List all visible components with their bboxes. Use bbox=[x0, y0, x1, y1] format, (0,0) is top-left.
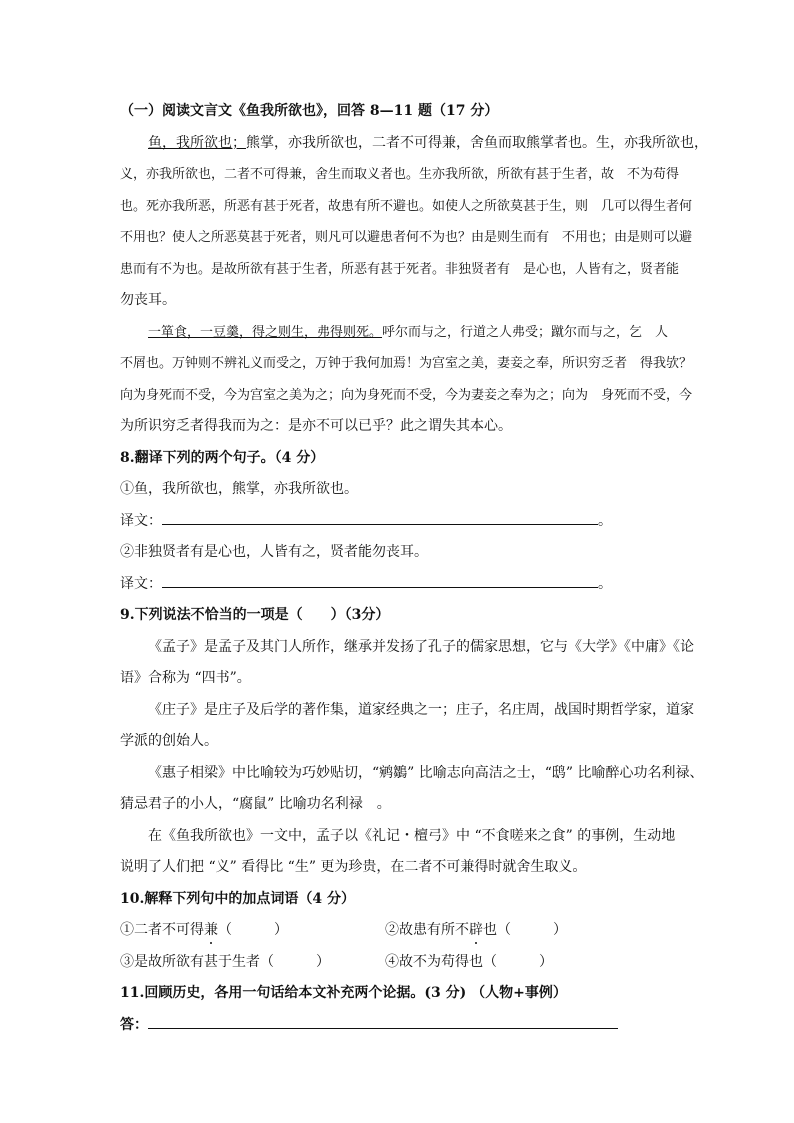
q8-translation-1: 译文： 。 bbox=[120, 506, 680, 538]
q10-row-1 bbox=[120, 915, 680, 947]
question-9 bbox=[120, 600, 704, 884]
underlined-sentence: 鱼，我所欲也； bbox=[148, 134, 246, 151]
question-8-title: 8.翻译下列的两个句子。（4 分） bbox=[120, 449, 325, 466]
answer-line[interactable] bbox=[148, 1014, 618, 1029]
classical-passage bbox=[120, 128, 708, 443]
q9-option-c-cont: 猜忌君子的小人，“腐鼠” 比喻功名利禄 。 bbox=[120, 796, 391, 812]
section-title: （一）阅读文言文《鱼我所欲也》，回答 8—11 题（17 分） bbox=[120, 103, 499, 119]
question-11 bbox=[120, 978, 680, 1041]
dotted-word: 辟 bbox=[469, 915, 483, 947]
dotted-word: 兼 bbox=[204, 915, 218, 947]
q8-sentence-1: ①鱼，我所欲也，熊掌，亦我所欲也。 bbox=[120, 481, 358, 497]
q10-item-1: ①二者不可得兼（ ） bbox=[120, 915, 385, 947]
passage-line: 患而有不为也。是故所欲有甚于生者，所恶有甚于死者。非独贤者有 是心也，人皆有之，贤者能 bbox=[120, 261, 680, 277]
underlined-sentence: 一箪食，一豆羹，得之则生，弗得则死。 bbox=[148, 324, 383, 340]
question-10-title: 10.解释下列句中的加点词语（4 分） bbox=[120, 890, 355, 907]
question-9-title: 9.下列说法不恰当的一项是（ ）（3分） bbox=[120, 607, 390, 623]
q8-sentence-2: ②非独贤者有是心也，人皆有之，贤者能勿丧耳。 bbox=[120, 544, 428, 560]
passage-line: 勿丧耳。 bbox=[120, 292, 176, 308]
passage-line: 义，亦我所欲也，二者不可得兼，舍生而取义者也。生亦我所欲，所欲有甚于生者，故 不为苟得 bbox=[120, 167, 680, 182]
passage-line: 不用也？使人之所恶莫甚于死者，则凡可以避患者何不为也？由是则生而有 不用也；由是则可以避 bbox=[120, 230, 693, 245]
q9-option-a-cont: 语》合称为 “四书”。 bbox=[120, 670, 251, 686]
q9-option-a: 《孟子》是孟子及其门人所作，继承并发扬了孔子的儒家思想，它与《大学》《中庸》《论 bbox=[148, 638, 694, 655]
passage-line: 也。死亦我所恶，所恶有甚于死者，故患有所不避也。如使人之所欲莫甚于生，则 几可以得生者何 bbox=[120, 198, 693, 214]
q11-answer: 答： bbox=[120, 1010, 680, 1042]
q10-item-2: ②故患有所不辟也（ ） bbox=[385, 915, 650, 947]
q10-item-4: ④故不为苟得也（ ） bbox=[385, 953, 553, 970]
q9-option-b: 《庄子》是庄子及后学的著作集，道家经典之一；庄子，名庄周，战国时期哲学家，道家 bbox=[148, 701, 694, 718]
passage-line: 一箪食，一豆羹，得之则生，弗得则死。呼尔而与之，行道之人弗受；蹴尔而与之，乞 人 bbox=[148, 324, 669, 340]
q9-option-b-cont: 学派的创始人。 bbox=[120, 733, 218, 749]
q10-row-2 bbox=[120, 947, 680, 979]
q10-item-3: ③是故所欲有甚于生者（ ） bbox=[120, 953, 330, 970]
translation-answer-line[interactable] bbox=[162, 573, 598, 588]
question-10 bbox=[120, 884, 680, 979]
passage-line: 向为身死而不受，今为宫室之美为之；向为身死而不受，今为妻妾之奉为之；向为 身死而不受，今 bbox=[120, 387, 693, 403]
translation-answer-line[interactable] bbox=[162, 510, 598, 525]
q9-option-d-cont: 说明了人们把 “义” 看得比 “生” 更为珍贵，在二者不可兼得时就舍生取义。 bbox=[120, 859, 587, 875]
passage-line: 不屑也。万钟则不辨礼义而受之，万钟于我何加焉！为宫室之美，妻妾之奉，所识穷乏者 得我欤？ bbox=[120, 356, 693, 371]
exam-page bbox=[120, 96, 708, 1041]
passage-line: 鱼，我所欲也；熊掌，亦我所欲也，二者不可得兼，舍鱼而取熊掌者也。生，亦我所欲也， bbox=[148, 134, 708, 151]
q9-option-d: 在《鱼我所欲也》一文中，孟子以《礼记・檀弓》中 “不食嗟来之食” 的事例，生动地 bbox=[148, 827, 676, 844]
q9-option-c: 《惠子相梁》中比喻较为巧妙贴切，“鹓鶵” 比喻志向高洁之士，“鸱” 比喻醉心功名利禄、 bbox=[148, 764, 704, 781]
question-8 bbox=[120, 443, 680, 601]
question-11-title: 11.回顾历史，各用一句话给本文补充两个论据。(3 分) （人物+事例） bbox=[120, 985, 567, 1001]
passage-line: 为所识穷乏者得我而为之：是亦不可以已乎？此之谓失其本心。 bbox=[120, 418, 512, 434]
q8-translation-2: 译文： 。 bbox=[120, 569, 680, 601]
